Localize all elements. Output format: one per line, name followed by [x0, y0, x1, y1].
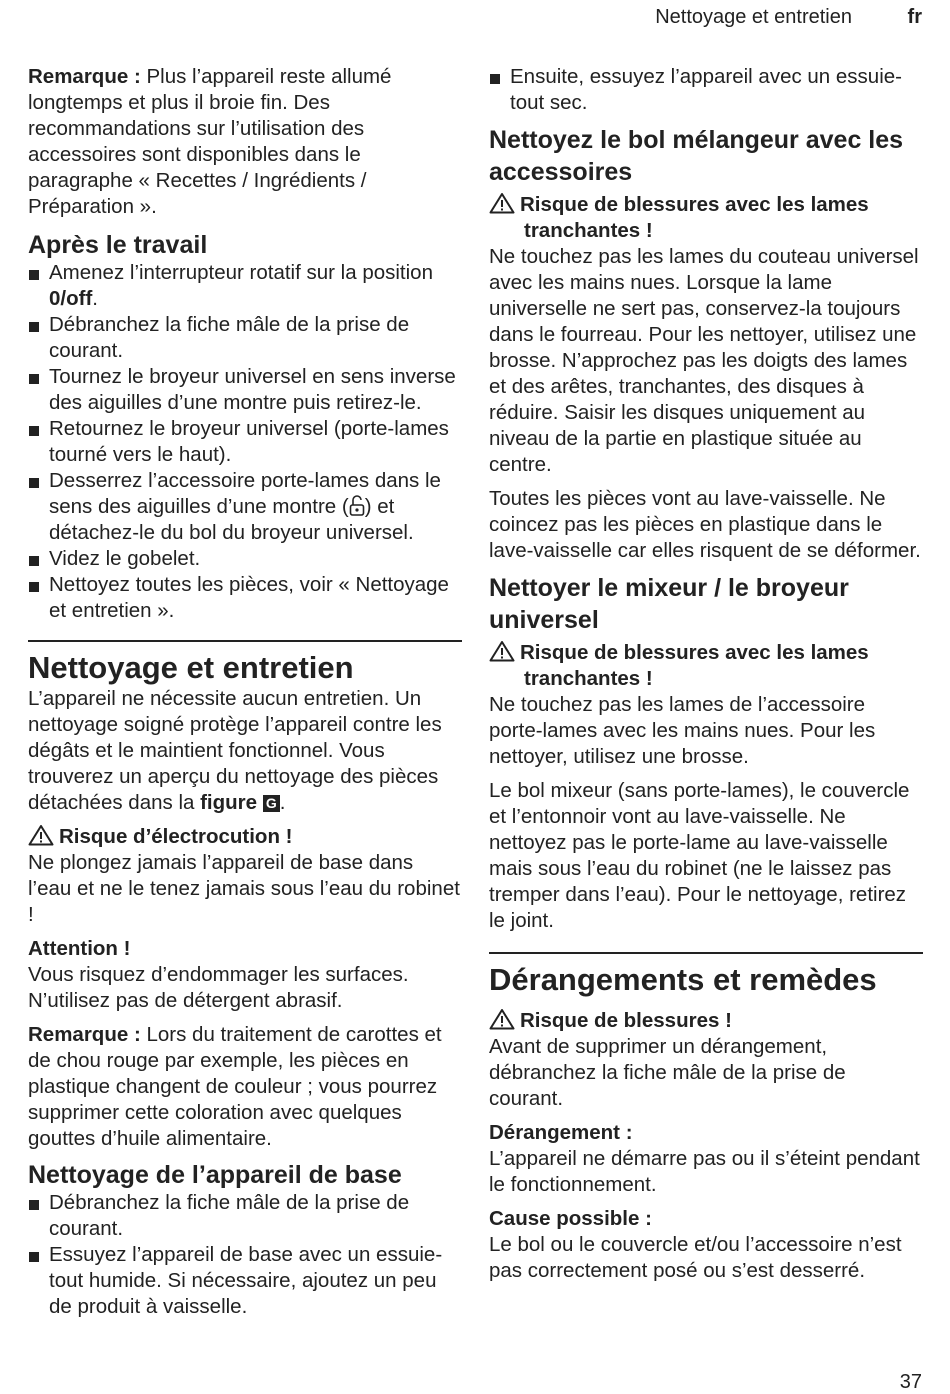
trouble-text: Avant de supprimer un dérangement, débranchez la fiche mâle de la prise de courant.	[489, 1035, 846, 1110]
heading-bowl-cleaning: Nettoyez le bol mélangeur avec les accessoires	[489, 126, 904, 186]
warning-electrocution-text: Ne plongez jamais l’appareil de base dans l’eau et ne le tenez jamais sous l’eau du robinet !	[28, 851, 460, 926]
heading-after-work: Après le travail	[28, 231, 208, 259]
right-column	[489, 64, 923, 1292]
heading-troubleshooting: Dérangements et remèdes	[489, 962, 877, 997]
figure-g-badge: G	[263, 795, 280, 812]
warning-triangle-icon	[28, 824, 54, 846]
heading-mixer-cleaning: Nettoyer le mixeur / le broyeur universel	[489, 574, 849, 634]
list-item: Desserrez l’accessoire porte-lames dans le sens des aiguilles d’une montre ( ) et détachez-le du bol du broyeur universel.	[28, 468, 462, 546]
list-item: Débranchez la fiche mâle de la prise de courant.	[28, 312, 462, 364]
cause-label: Cause possible :	[489, 1207, 652, 1230]
header-section-title: Nettoyage et entretien	[655, 6, 852, 28]
warning-triangle-icon	[489, 1008, 515, 1030]
fault-label: Dérangement :	[489, 1121, 633, 1144]
note-remark-1	[28, 64, 462, 220]
warning-blades-1: Risque de blessures avec les lames tranchantes !	[489, 192, 923, 244]
heading-base-cleaning: Nettoyage de l’appareil de base	[28, 1161, 402, 1189]
list-item: Amenez l’interrupteur rotatif sur la position 0/off.	[28, 260, 462, 312]
note-remark-2: Remarque : Lors du traitement de carottes et de chou rouge par exemple, les pièces en plastique changent de couleur ; vous pourrez supprimer cette coloration avec quelques gouttes d’huile alimentaire.	[28, 1023, 442, 1150]
page-header	[0, 6, 950, 32]
note-label: Remarque :	[28, 65, 141, 88]
warning-blades-2: Risque de blessures avec les lames tranchantes !	[489, 640, 923, 692]
fault-text: L’appareil ne démarre pas ou il s’éteint pendant le fonctionnement.	[489, 1147, 920, 1196]
warning-triangle-icon	[489, 640, 515, 662]
list-item: Tournez le broyeur universel en sens inverse des aiguilles d’une montre puis retirez-le.	[28, 364, 462, 416]
attention-label: Attention !	[28, 937, 131, 960]
warning-triangle-icon	[489, 192, 515, 214]
unlock-icon	[349, 495, 365, 517]
list-item: Ensuite, essuyez l’appareil avec un essuie-tout sec.	[489, 64, 923, 116]
cleaning-intro: L’appareil ne nécessite aucun entretien. Un nettoyage soigné protège l’appareil contre les dégâts et le maintient fonctionnel. Vous trouverez un aperçu du nettoyage des pièces détachées dans la figure G .	[28, 687, 442, 814]
heading-cleaning: Nettoyage et entretien	[28, 650, 354, 685]
warning-injury: Risque de blessures !	[489, 1008, 923, 1034]
bowl-text-2: Toutes les pièces vont au lave-vaisselle. Ne coincez pas les pièces en plastique dans le lave-vaisselle car elles risquent de se déformer.	[489, 487, 921, 562]
dry-list	[489, 64, 923, 116]
bowl-text-1: Ne touchez pas les lames du couteau universel avec les mains nues. Lorsque la lame universelle ne sert pas, conservez-la toujours dans le fourreau. Pour les nettoyer, utilisez une brosse. N’approchez pas les doigts des lames et des arêtes, tranchantes, des disques à réduire. Saisir les disques uniquement au niveau de la partie en plastique située au centre.	[489, 245, 919, 476]
warning-electrocution: Risque d’électrocution !	[28, 824, 462, 850]
header-language: fr	[907, 6, 922, 28]
base-cleaning-list	[28, 1190, 462, 1320]
list-item: Retournez le broyeur universel (porte-lames tourné vers le haut).	[28, 416, 462, 468]
cause-text: Le bol ou le couvercle et/ou l’accessoire n’est pas correctement posé ou s’est desserré.	[489, 1233, 902, 1282]
left-column	[28, 64, 462, 1320]
after-work-list	[28, 260, 462, 624]
note-text: Plus l’appareil reste allumé longtemps et plus il broie fin. Des recommandations sur l’utilisation des accessoires sont disponibles dans le paragraphe « Recettes / Ingrédients / Préparation ».	[28, 65, 392, 218]
attention-text: Vous risquez d’endommager les surfaces. N’utilisez pas de détergent abrasif.	[28, 963, 409, 1012]
list-item: Débranchez la fiche mâle de la prise de courant.	[28, 1190, 462, 1242]
list-item: Videz le gobelet.	[28, 546, 462, 572]
mixer-text-1: Ne touchez pas les lames de l’accessoire porte-lames avec les mains nues. Pour les nettoyer, utilisez une brosse.	[489, 693, 876, 768]
list-item: Essuyez l’appareil de base avec un essuie-tout humide. Si nécessaire, ajoutez un peu de produit à vaisselle.	[28, 1242, 462, 1320]
mixer-text-2: Le bol mixeur (sans porte-lames), le couvercle et l’entonnoir vont au lave-vaisselle. Ne nettoyez pas le porte-lame au lave-vaisselle mais sous l’eau du robinet (ne le laissez pas tremper dans l’eau). Pour le nettoyage, retirez le joint.	[489, 779, 910, 932]
list-item: Nettoyez toutes les pièces, voir « Nettoyage et entretien ».	[28, 572, 462, 624]
page-number: 37	[899, 1371, 922, 1393]
